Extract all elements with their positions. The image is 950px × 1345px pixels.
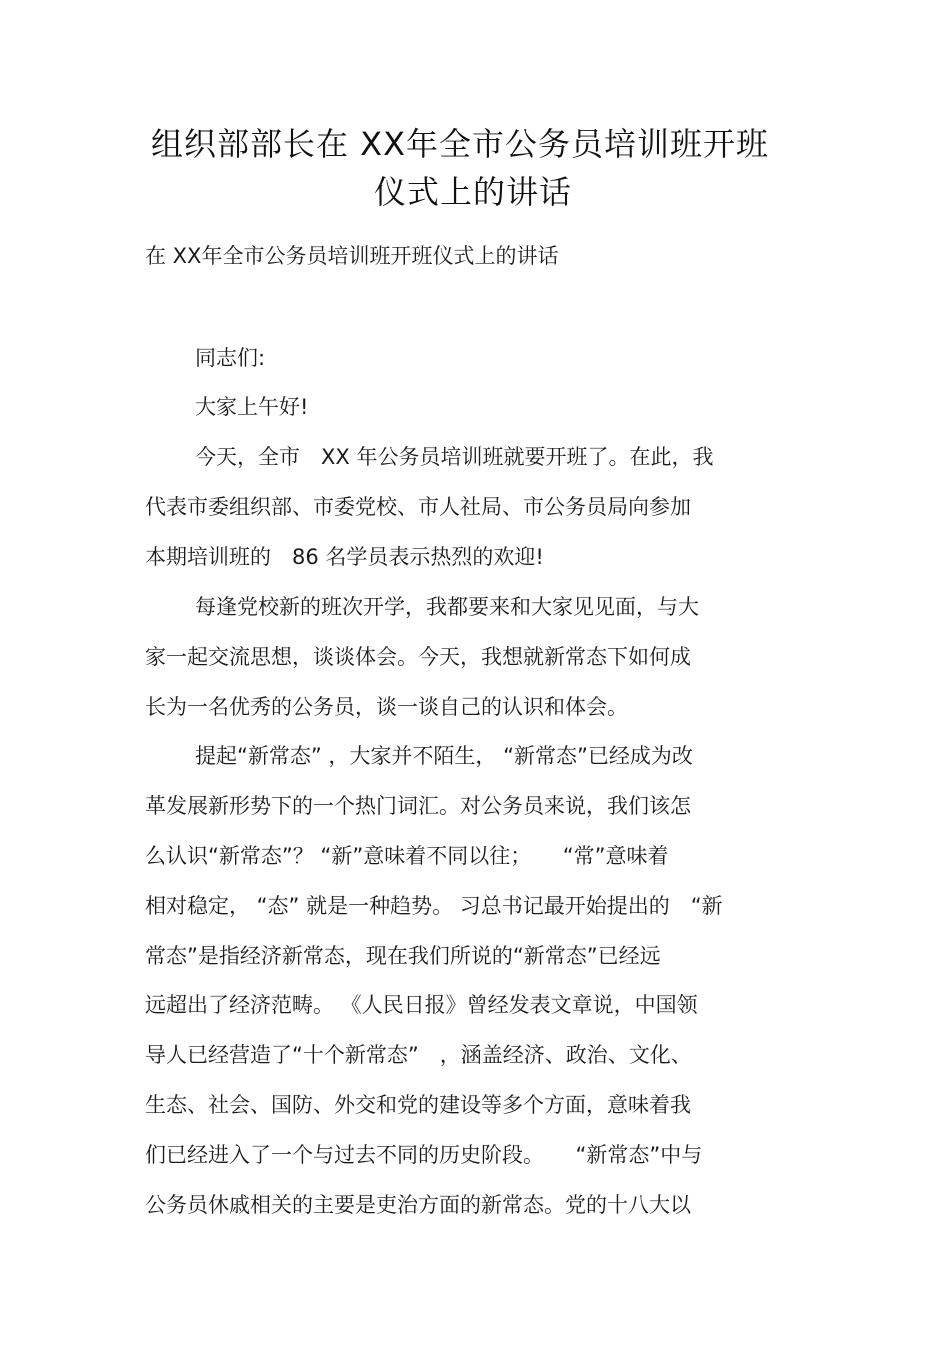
paragraph-line: 提起“新常态” ，大家并不陌生， “新常态”已经成为改 xyxy=(195,744,693,768)
salutation: 同志们: xyxy=(195,346,266,370)
greeting: 大家上午好! xyxy=(195,395,309,419)
paragraph-line: 相对稳定， “态” 就是一种趋势。 习总书记最开始提出的 “新 xyxy=(145,894,723,918)
paragraph-line: 公务员休戚相关的主要是吏治方面的新常态。党的十八大以 xyxy=(145,1193,691,1217)
document-subtitle: 在 XX年全市公务员培训班开班仪式上的讲话 xyxy=(145,244,559,268)
paragraph-line: 导人已经营造了“十个新常态” ，涵盖经济、政治、文化、 xyxy=(145,1043,692,1067)
paragraph-line: 革发展新形势下的一个热门词汇。对公务员来说，我们该怎 xyxy=(145,794,691,818)
paragraph-line: 们已经进入了一个与过去不同的历史阶段。 “新常态”中与 xyxy=(145,1143,703,1167)
paragraph-line: 长为一名优秀的公务员，谈一谈自己的认识和体会。 xyxy=(145,695,628,719)
paragraph-line: 常态”是指经济新常态，现在我们所说的“新常态”已经远 xyxy=(145,944,661,968)
paragraph-line: 本期培训班的 86 名学员表示热烈的欢迎! xyxy=(145,545,544,569)
paragraph-line: 远超出了经济范畴。 《人民日报》曾经发表文章说，中国领 xyxy=(145,993,698,1017)
document-title-line-2: 仪式上的讲话 xyxy=(373,173,572,211)
paragraph-line: 么认识“新常态”？ “新”意味着不同以往； “常”意味着 xyxy=(145,844,669,868)
paragraph-line: 今天，全市 XX 年公务员培训班就要开班了。在此，我 xyxy=(195,445,714,469)
paragraph-line: 每逢党校新的班次开学，我都要来和大家见见面，与大 xyxy=(195,595,699,619)
paragraph-line: 家一起交流思想，谈谈体会。今天，我想就新常态下如何成 xyxy=(145,645,691,669)
document-title-line-1: 组织部部长在 XX年全市公务员培训班开班 xyxy=(150,125,770,163)
paragraph-line: 代表市委组织部、市委党校、市人社局、市公务员局向参加 xyxy=(145,495,691,519)
paragraph-line: 生态、社会、国防、外交和党的建设等多个方面，意味着我 xyxy=(145,1093,691,1117)
